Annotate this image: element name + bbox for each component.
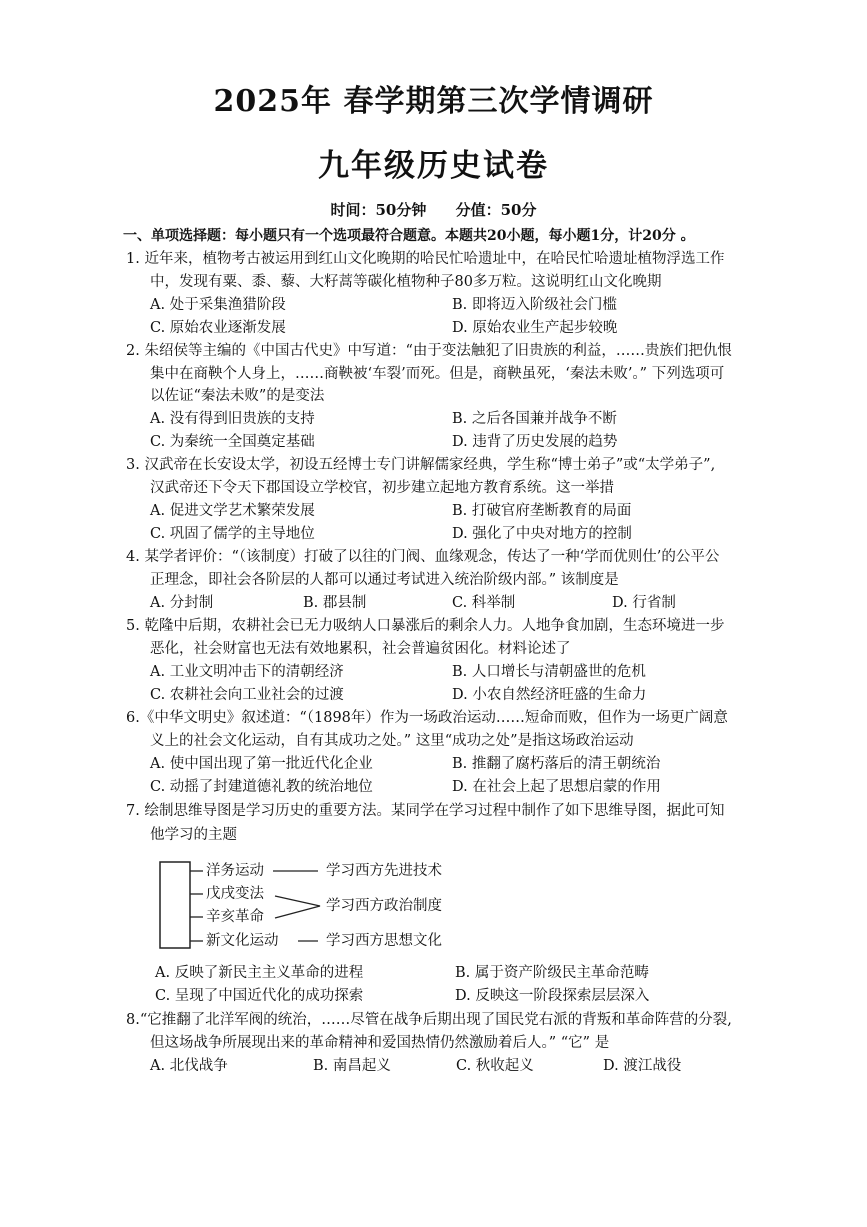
mind-map-bracket [160,862,190,948]
question-1-option-b: B. 即将迈入阶级社会门槛 [452,297,617,313]
question-2-line-3: 以佐证“秦法未败”的是变法 [150,388,325,404]
mind-map-item-1: 洋务运动 [206,863,264,879]
mind-map-item-2: 戊戌变法 [206,886,264,902]
question-7-line-2: 他学习的主题 [150,827,237,843]
question-5-line-2: 恶化，社会财富也无法有效地累积，社会普遍贫困化。材料论述了 [150,641,571,657]
question-1-line-1: 1. 近年来，植物考古被运用到红山文化晚期的哈民忙哈遗址中，在哈民忙哈遗址植物浮选工作 [126,251,725,267]
question-1-option-a: A. 处于采集渔猎阶段 [150,297,286,313]
question-5-option-d: D. 小农自然经济旺盛的生命力 [452,687,647,703]
question-3-line-2: 汉武帝还下令天下郡国设立学校官，初步建立起地方教育系统。这一举措 [150,480,614,496]
question-7-option-b: B. 属于资产阶级民主革命范畴 [455,965,649,981]
question-6-option-d: D. 在社会上起了思想启蒙的作用 [452,779,661,795]
question-7-option-c: C. 呈现了中国近代化的成功探索 [155,988,364,1004]
question-1-line-2: 中，发现有粟、黍、藜、大籽蒿等碳化植物种子80多万粒。这说明红山文化晚期 [150,274,662,290]
question-6-line-2: 义上的社会文化运动，自有其成功之处。” 这里“成功之处”是指这场政治运动 [150,733,634,749]
question-2-option-c: C. 为秦统一全国奠定基础 [150,434,315,450]
question-6-option-b: B. 推翻了腐朽落后的清王朝统治 [452,756,661,772]
question-2-line-2: 集中在商鞅个人身上，……商鞅被‘车裂’而死。但是，商鞅虽死，‘秦法未败’。” 下列选项可 [150,366,725,382]
exam-meta [0,199,867,220]
question-6-option-c: C. 动摇了封建道德礼教的统治地位 [150,779,373,795]
exam-subject: 九年级历史试卷 [318,148,549,184]
question-1-option-c: C. 原始农业逐渐发展 [150,320,286,336]
question-5-option-a: A. 工业文明冲击下的清朝经济 [150,664,344,680]
section-heading: 一、单项选择题：每小题只有一个选项最符合题意。本题共20小题，每小题1分，计20分 。 [123,228,695,244]
question-8-option-a: A. 北伐战争 [150,1058,228,1074]
arrow-converge [275,896,320,918]
mind-map-result-3: 学习西方思想文化 [326,933,442,949]
question-5-option-b: B. 人口增长与清朝盛世的危机 [452,664,646,680]
exam-score: 分值：50分 [455,201,537,219]
question-7-option-a: A. 反映了新民主主义革命的进程 [155,965,364,981]
question-3-option-b: B. 打破官府垄断教育的局面 [452,503,632,519]
mind-map-item-4: 新文化运动 [206,933,279,949]
mind-map [158,860,458,950]
question-5-line-1: 5. 乾隆中后期，农耕社会已无力吸纳人口暴涨后的剩余人力。人地争食加剧，生态环境进一步 [126,618,725,634]
question-5-option-c: C. 农耕社会向工业社会的过渡 [150,687,344,703]
question-6-line-1: 6.《中华文明史》叙述道：“（1898年）作为一场政治运动……短命而败，但作为一场更广阔意 [126,710,728,726]
question-4-line-1: 4. 某学者评价：“（该制度）打破了以往的门阀、血缘观念，传达了一种‘学而优则仕’的公平公 [126,549,720,565]
exam-time: 时间：50分钟 [330,201,427,219]
question-3-option-a: A. 促进文学艺术繁荣发展 [150,503,315,519]
question-6-option-a: A. 使中国出现了第一批近代化企业 [150,756,373,772]
question-2-line-1: 2. 朱绍侯等主编的《中国古代史》中写道：“由于变法触犯了旧贵族的利益，……贵族们把仇恨 [126,343,732,359]
question-2-option-a: A. 没有得到旧贵族的支持 [150,411,315,427]
question-7-option-d: D. 反映这一阶段探索层层深入 [455,988,650,1004]
question-7-line-1: 7. 绘制思维导图是学习历史的重要方法。某同学在学习过程中制作了如下思维导图，据此可知 [126,803,725,819]
exam-title: 2025年 春学期第三次学情调研 [213,84,654,119]
question-1-option-d: D. 原始农业生产起步较晚 [452,320,618,336]
question-2-option-d: D. 违背了历史发展的趋势 [452,434,618,450]
question-8-option-d: D. 渡江战役 [603,1058,682,1074]
question-3-line-1: 3. 汉武帝在长安设太学，初设五经博士专门讲解儒家经典，学生称“博士弟子”或“太学弟子”, [126,457,716,473]
question-4-option-a: A. 分封制 [150,595,214,611]
mind-map-result-1: 学习西方先进技术 [326,863,442,879]
question-8-line-1: 8.“它推翻了北洋军阀的统治，……尽管在战争后期出现了国民党右派的背叛和革命阵营的分裂, [126,1012,732,1028]
question-4-option-c: C. 科举制 [452,595,516,611]
question-8-option-c: C. 秋收起义 [456,1058,534,1074]
question-3-option-c: C. 巩固了儒学的主导地位 [150,526,315,542]
question-4-option-b: B. 郡县制 [303,595,367,611]
question-8-line-2: 但这场战争所展现出来的革命精神和爱国热情仍然激励着后人。” “它” 是 [150,1035,610,1051]
question-3-option-d: D. 强化了中央对地方的控制 [452,526,632,542]
question-8-option-b: B. 南昌起义 [313,1058,391,1074]
mind-map-result-2: 学习西方政治制度 [326,898,442,914]
question-2-option-b: B. 之后各国兼并战争不断 [452,411,617,427]
mind-map-item-3: 辛亥革命 [206,909,264,925]
question-4-line-2: 正理念，即社会各阶层的人都可以通过考试进入统治阶级内部。” 该制度是 [150,572,619,588]
question-4-option-d: D. 行省制 [612,595,676,611]
